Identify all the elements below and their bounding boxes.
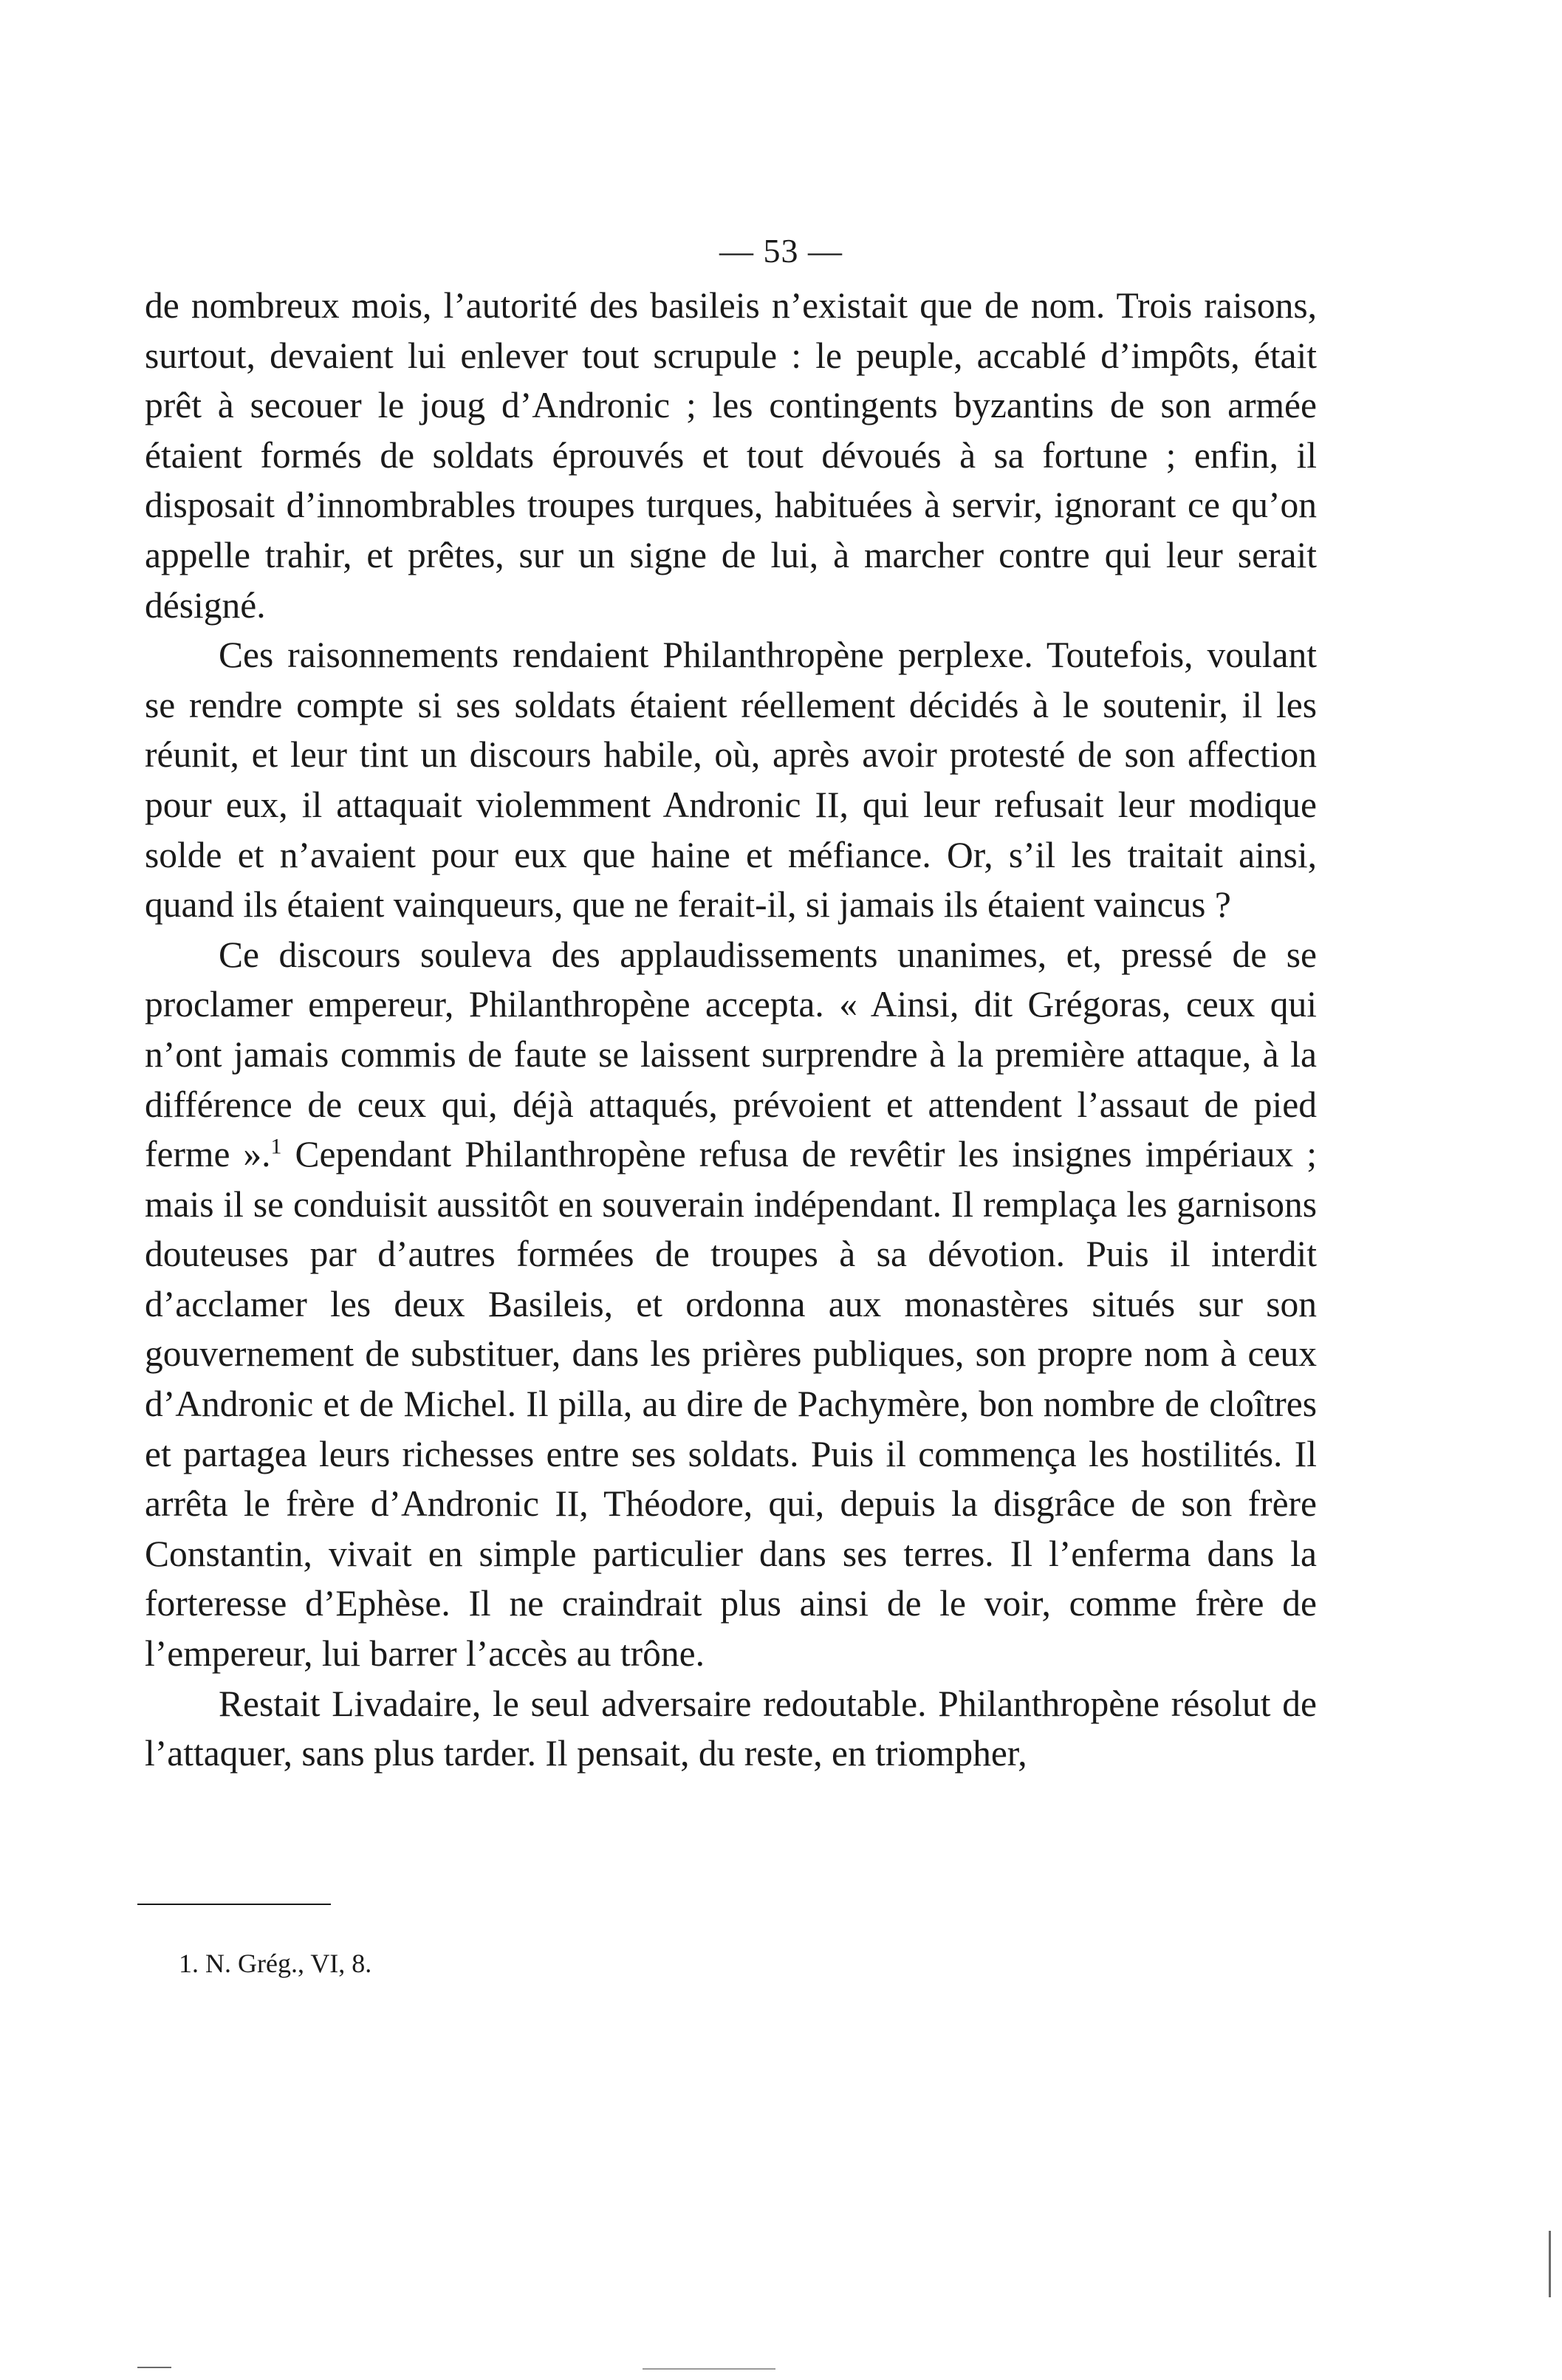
scan-artifact-bottom-center	[643, 2368, 775, 2370]
footnote-reference[interactable]: 1	[270, 1134, 282, 1159]
paragraph-3	[145, 930, 1317, 1679]
paragraph-1: de nombreux mois, l’autorité des basileis n’existait que de nom. Trois raisons, surtout, devaient lui enlever tout scrupule : le peuple, accablé d’impôts, était prêt à secouer le joug d’Andronic ; les contingents byzantins de son armée étaient formés de soldats éprouvés et tout dévoués à sa fortune ; enfin, il disposait d’innombrables troupes turques, habituées à servir, ignorant ce qu’on appelle trahir, et prêtes, sur un signe de lui, à marcher contre qui leur serait désigné.	[145, 285, 1317, 626]
footnote-1: 1. N. Grég., VI, 8.	[179, 1949, 372, 1978]
page-number: — 53 —	[719, 232, 843, 270]
footnote-separator	[137, 1904, 331, 1905]
paragraph-4: Restait Livadaire, le seul adversaire redoutable. Philanthropène résolut de l’attaquer, sans plus tarder. Il pensait, du reste, en triompher,	[145, 1683, 1317, 1774]
scan-artifact-bottom-left	[137, 2367, 171, 2368]
paragraph-3-before-ref: Ce discours souleva des applaudissements unanimes, et, pressé de se proclamer empereur, Philanthropène accepta. « Ainsi, dit Grégoras, ceux qui n’ont jamais commis de faute se laissent surprendre à la première attaque, à la différence de ceux qui, déjà attaqués, prévoient et attendent l’assaut de pied ferme ».	[145, 934, 1317, 1175]
body-text	[145, 281, 1317, 1779]
scan-artifact-right	[1549, 2231, 1551, 2297]
paragraph-3-after-ref: Cependant Philanthropène refusa de revêtir les insignes impériaux ; mais il se conduisit aussitôt en souverain indépendant. Il remplaça les garnisons douteuses par d’autres formées de troupes à sa dévotion. Puis il interdit d’acclamer les deux Basileis, et ordonna aux monastères situés sur son gouvernement de substituer, dans les prières publiques, son propre nom à ceux d’Andronic et de Michel. Il pilla, au dire de Pachymère, bon nombre de cloîtres et partagea leurs richesses entre ses soldats. Puis il commença les hostilités. Il arrêta le frère d’Andronic II, Théodore, qui, depuis la disgrâce de son frère Constantin, vivait en simple particulier dans ses terres. Il l’enferma dans la forteresse d’Ephèse. Il ne craindrait plus ainsi de le voir, comme frère de l’empereur, lui barrer l’accès au trône.	[145, 1134, 1317, 1675]
paragraph-2: Ces raisonnements rendaient Philanthropène perplexe. Toutefois, voulant se rendre compte si ses soldats étaient réellement décidés à le soutenir, il les réunit, et leur tint un discours habile, où, après avoir protesté de son affection pour eux, il attaquait violemment Andronic II, qui leur refusait leur modique solde et n’avaient pour eux que haine et méfiance. Or, s’il les traitait ainsi, quand ils étaient vainqueurs, que ne ferait-il, si jamais ils étaient vaincus ?	[145, 635, 1317, 926]
